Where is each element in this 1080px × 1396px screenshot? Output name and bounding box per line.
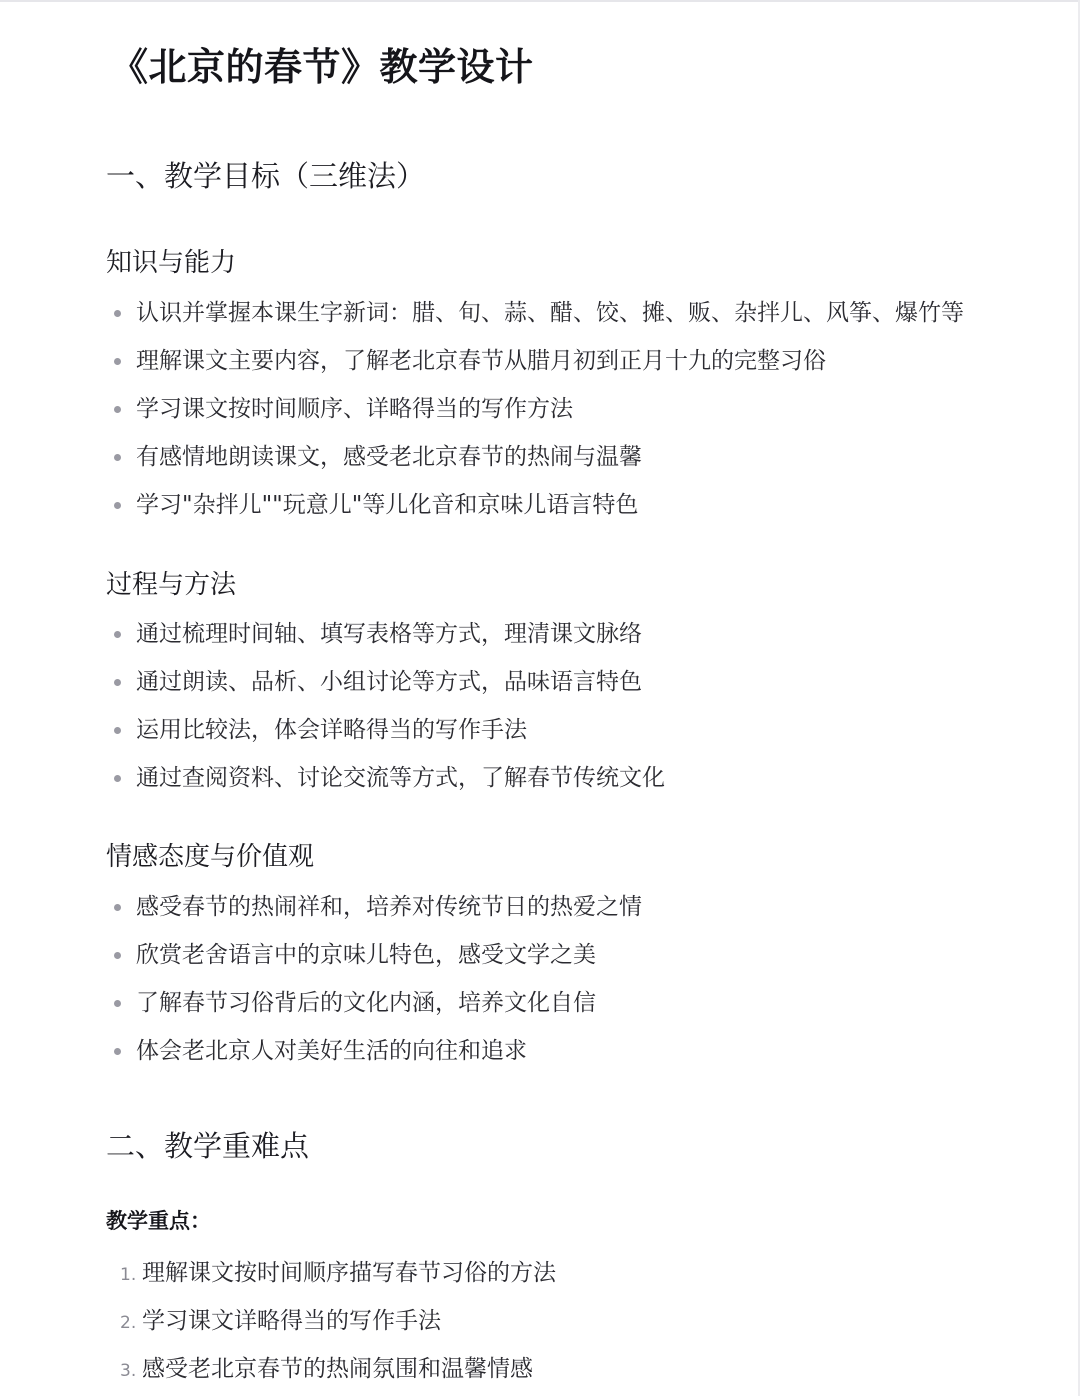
list-item-number: 1.: [120, 1265, 137, 1285]
list-item: [106, 610, 665, 658]
list-item: [106, 1249, 556, 1297]
list-item-text: 学习课文详略得当的写作手法: [142, 1308, 441, 1334]
bullet-dot: [114, 1000, 121, 1007]
list-item: [106, 754, 665, 802]
list-item-text: 学习"杂拌儿""玩意儿"等儿化音和京味儿语言特色: [136, 492, 639, 518]
list-item: [106, 385, 964, 433]
numbered-list-key-points: [106, 1249, 556, 1393]
list-item: [106, 289, 964, 337]
list-item: [106, 979, 642, 1027]
bullet-dot: [114, 454, 121, 461]
list-item: [106, 1297, 556, 1345]
key-points-label: 教学重点：: [106, 1209, 211, 1233]
list-item-text: 运用比较法，体会详略得当的写作手法: [136, 717, 527, 743]
list-item: [106, 1027, 642, 1075]
bullet-dot: [114, 502, 121, 509]
bullet-dot: [114, 310, 121, 317]
bullet-dot: [114, 952, 121, 959]
list-item-text: 欣赏老舍语言中的京味儿特色，感受文学之美: [136, 942, 596, 968]
bullet-list-emotion-values: [106, 883, 642, 1075]
subsection-heading-process-method: 过程与方法: [106, 570, 237, 600]
bullet-list-knowledge-ability: [106, 289, 964, 529]
list-item: [106, 1345, 556, 1393]
list-item: [106, 658, 665, 706]
bullet-list-process-method: [106, 610, 665, 802]
bullet-dot: [114, 679, 121, 686]
section-heading-key-difficult-points: 二、教学重难点: [106, 1129, 310, 1163]
list-item-number: 3.: [120, 1361, 137, 1381]
list-item-text: 体会老北京人对美好生活的向往和追求: [136, 1038, 527, 1064]
document-title: 《北京的春节》教学设计: [110, 45, 534, 89]
list-item: [106, 433, 964, 481]
list-item: [106, 337, 964, 385]
list-item-text: 通过查阅资料、讨论交流等方式，了解春节传统文化: [136, 765, 665, 791]
subsection-heading-knowledge-ability: 知识与能力: [106, 248, 237, 278]
subsection-heading-emotion-values: 情感态度与价值观: [106, 842, 315, 872]
list-item-text: 通过梳理时间轴、填写表格等方式，理清课文脉络: [136, 621, 642, 647]
bullet-dot: [114, 727, 121, 734]
bullet-dot: [114, 904, 121, 911]
bullet-dot: [114, 1048, 121, 1055]
bullet-dot: [114, 406, 121, 413]
list-item-text: 学习课文按时间顺序、详略得当的写作方法: [136, 396, 573, 422]
bullet-dot: [114, 358, 121, 365]
section-heading-teaching-goals: 一、教学目标（三维法）: [106, 159, 426, 193]
bullet-dot: [114, 775, 121, 782]
list-item-text: 理解课文主要内容，了解老北京春节从腊月初到正月十九的完整习俗: [136, 348, 826, 374]
list-item-text: 有感情地朗读课文，感受老北京春节的热闹与温馨: [136, 444, 642, 470]
list-item-text: 感受老北京春节的热闹氛围和温馨情感: [142, 1356, 533, 1382]
top-divider: [0, 0, 1080, 2]
list-item-text: 认识并掌握本课生字新词：腊、旬、蒜、醋、饺、摊、贩、杂拌儿、风筝、爆竹等: [136, 300, 964, 326]
list-item-text: 通过朗读、品析、小组讨论等方式，品味语言特色: [136, 669, 642, 695]
list-item-number: 2.: [120, 1313, 137, 1333]
list-item-text: 理解课文按时间顺序描写春节习俗的方法: [142, 1260, 556, 1286]
list-item: [106, 931, 642, 979]
list-item: [106, 883, 642, 931]
bullet-dot: [114, 631, 121, 638]
list-item-text: 了解春节习俗背后的文化内涵，培养文化自信: [136, 990, 596, 1016]
list-item: [106, 481, 964, 529]
list-item: [106, 706, 665, 754]
list-item-text: 感受春节的热闹祥和，培养对传统节日的热爱之情: [136, 894, 642, 920]
